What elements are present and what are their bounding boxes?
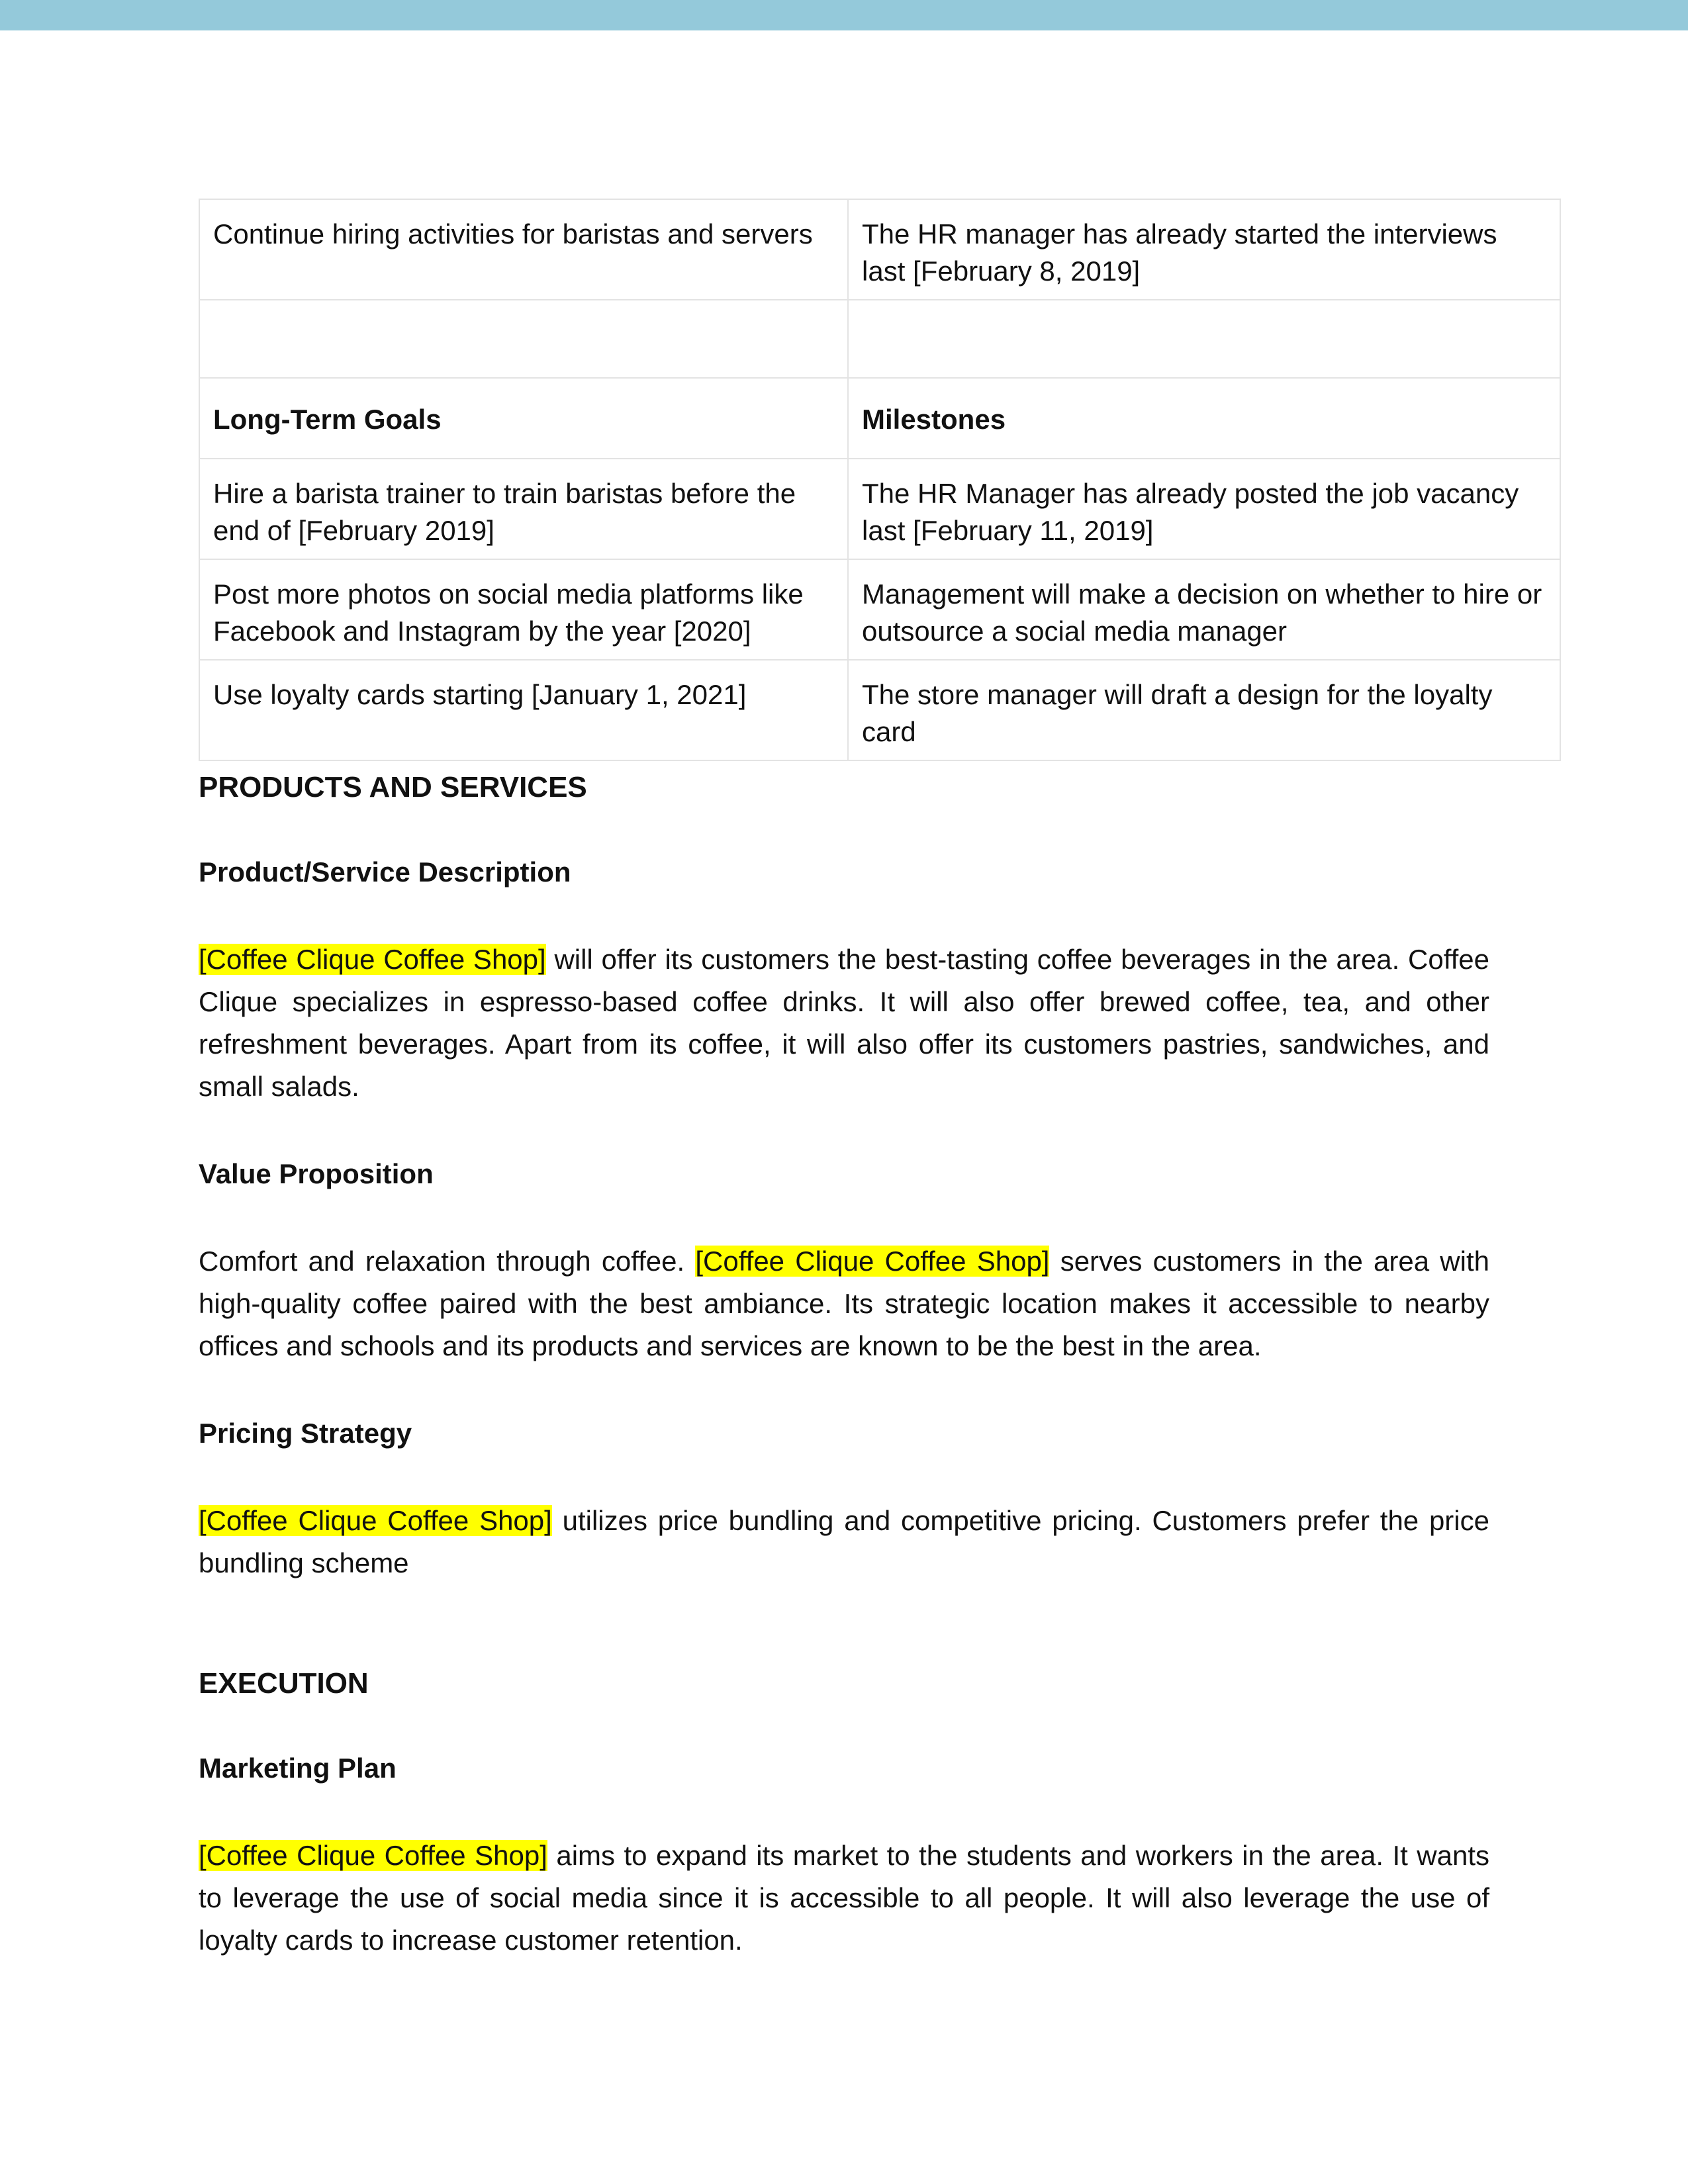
milestone-cell: The HR manager has already started the interviews last [February 8, 2019] <box>848 199 1560 300</box>
value-proposition-heading: Value Proposition <box>199 1158 434 1189</box>
table-row <box>199 459 1560 559</box>
product-description-paragraph <box>199 938 1489 1108</box>
company-name-highlight: [Coffee Clique Coffee Shop] <box>695 1246 1050 1277</box>
paragraph-text: will offer its customers the best-tasting coffee beverages in the area. Coffee Clique specializes in espresso-based coffee drinks. It will also offer brewed coffee, tea, and other refreshment beverages. Apart from its coffee, it will also offer its customers pastries, sandwiches, and small salads. <box>199 944 1490 1102</box>
empty-table-row <box>199 300 1560 378</box>
milestone-cell: The HR Manager has already posted the job vacancy last [February 11, 2019] <box>848 459 1560 559</box>
paragraph-text: Comfort and relaxation through coffee. <box>199 1246 696 1277</box>
goal-cell: Continue hiring activities for baristas and servers <box>199 199 848 300</box>
milestone-cell: Management will make a decision on whether to hire or outsource a social media manager <box>848 559 1560 660</box>
marketing-plan-heading: Marketing Plan <box>199 1752 397 1784</box>
empty-cell <box>199 300 848 378</box>
company-name-highlight: [Coffee Clique Coffee Shop] <box>199 944 546 975</box>
milestone-cell: The store manager will draft a design for the loyalty card <box>848 660 1560 760</box>
table-header-row <box>199 378 1560 459</box>
pricing-strategy-heading: Pricing Strategy <box>199 1418 412 1449</box>
company-name-highlight: [Coffee Clique Coffee Shop] <box>199 1505 552 1536</box>
milestones-header: Milestones <box>848 378 1560 459</box>
value-proposition-paragraph <box>199 1240 1489 1367</box>
table-row <box>199 660 1560 760</box>
marketing-plan-paragraph <box>199 1835 1489 1962</box>
header-accent-bar <box>0 0 1688 30</box>
long-term-goals-header: Long-Term Goals <box>199 378 848 459</box>
execution-heading: EXECUTION <box>199 1667 369 1700</box>
products-services-heading: PRODUCTS AND SERVICES <box>199 771 587 803</box>
paragraph-text: utilizes price bundling and competitive pricing. Customers prefer the price bundling scheme <box>199 1505 1489 1578</box>
company-name-highlight: [Coffee Clique Coffee Shop] <box>199 1840 547 1871</box>
table-row <box>199 199 1560 300</box>
goals-milestones-table <box>199 199 1561 761</box>
document-page <box>199 199 1542 1962</box>
paragraph-text: aims to expand its market to the students and workers in the area. It wants to leverage the use of social media since it is accessible to all people. It will also leverage the use of loyalty cards to increase customer retention. <box>199 1840 1489 1956</box>
table-row <box>199 559 1560 660</box>
product-description-heading: Product/Service Description <box>199 856 571 887</box>
goal-cell: Post more photos on social media platforms like Facebook and Instagram by the year [2020] <box>199 559 848 660</box>
goal-cell: Use loyalty cards starting [January 1, 2021] <box>199 660 848 760</box>
paragraph-text: serves customers in the area with high-quality coffee paired with the best ambiance. Its strategic location makes it accessible to nearby offices and schools and its products and services are known to be the best in the area. <box>199 1246 1489 1361</box>
empty-cell <box>848 300 1560 378</box>
goal-cell: Hire a barista trainer to train baristas before the end of [February 2019] <box>199 459 848 559</box>
pricing-strategy-paragraph <box>199 1500 1489 1584</box>
